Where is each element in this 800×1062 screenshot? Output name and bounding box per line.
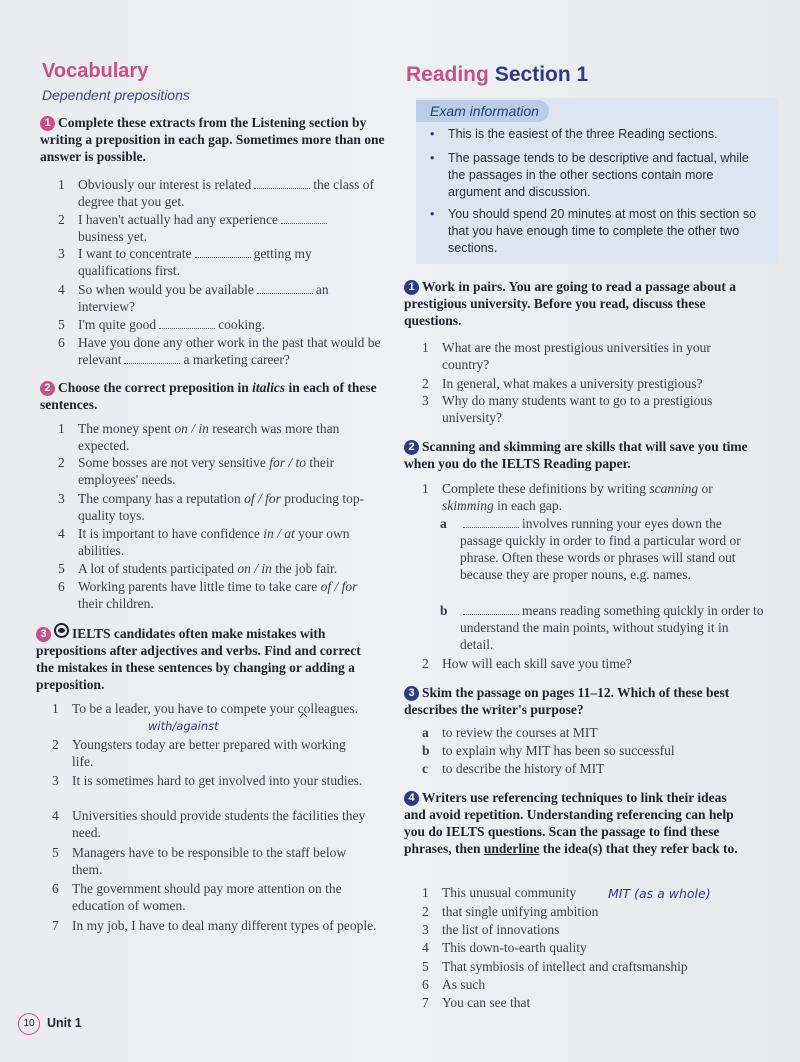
caret-mark: ^ xyxy=(298,712,309,727)
reading-heading: Reading Section 1 xyxy=(406,63,589,86)
exam-info-bullet: • The passage tends to be descriptive and factual, while the passages in the other sections contain more argument and discussion. xyxy=(430,151,749,199)
handwritten-answer: MIT (as a whole) xyxy=(608,886,711,901)
list-item: 3 Why do many students want to go to a prestigious university? xyxy=(422,393,713,425)
exercise-number: 1 xyxy=(40,116,55,131)
list-item: 1 This unusual community xyxy=(422,885,577,900)
list-item: 1 What are the most prestigious universities in your country? xyxy=(422,340,711,372)
vocabulary-subheading: Dependent prepositions xyxy=(42,87,190,103)
list-item: 2 In general, what makes a university prestigious? xyxy=(422,376,703,391)
exam-info-bullet: • This is the easiest of the three Reading sections. xyxy=(430,127,718,141)
list-item: 4 This down-to-earth quality xyxy=(422,940,587,955)
list-item: 6 Working parents have little time to take care of / for their children. xyxy=(58,579,358,611)
answer-gap[interactable] xyxy=(195,248,251,258)
vocab-ex3-instruction: 3 IELTS candidates often make mistakes with prepositions after adjectives and verbs. Find and correct the mistakes in these sentences by changing or adding a preposition. xyxy=(36,623,381,693)
vocab-ex2-instruction: 2 Choose the correct preposition in italics in each of these sentences. xyxy=(40,380,377,412)
option-item[interactable]: c to describe the history of MIT xyxy=(422,761,605,776)
exercise-number: 3 xyxy=(404,686,419,701)
unit-label: Unit 1 xyxy=(47,1016,82,1030)
exercise-number: 4 xyxy=(404,791,419,806)
exercise-number: 2 xyxy=(40,381,55,396)
reading-ex4-instruction: 4 Writers use referencing techniques to link their ideas and avoid repetition. Understanding referencing can help you do IELTS questions. Scan the passage to find these phrases, then underline the idea(s) that they refer back to. xyxy=(404,790,738,856)
list-item: 2 Youngsters today are better prepared with working life. xyxy=(52,737,346,769)
preposition-choice[interactable]: of / for xyxy=(244,491,281,506)
answer-gap[interactable] xyxy=(124,354,180,364)
preposition-choice[interactable]: for / to xyxy=(269,455,306,470)
list-item: 2 Some bosses are not very sensitive for / to their employees' needs. xyxy=(58,455,335,487)
list-item: 2 that single unifying ambition xyxy=(422,904,599,919)
list-item: 3 I want to concentrate getting my qualifications first. xyxy=(58,246,312,278)
exercise-number: 2 xyxy=(404,440,419,455)
list-item: 6 The government should pay more attention on the education of women. xyxy=(52,881,342,913)
list-item: 2 How will each skill save you time? xyxy=(422,656,632,671)
bullet-icon: • xyxy=(430,207,435,221)
page-number: 10 xyxy=(18,1013,40,1035)
answer-gap[interactable] xyxy=(254,179,310,189)
definition-b: b means reading something quickly in order to understand the main points, without studying it in detail. xyxy=(440,603,764,652)
answer-gap[interactable] xyxy=(159,319,215,329)
list-item: 1 To be a leader, you have to compete your colleagues. xyxy=(52,701,359,716)
answer-gap[interactable] xyxy=(463,605,519,615)
handwritten-correction: with/against xyxy=(148,719,219,733)
list-item: 3 The company has a reputation of / for producing top-quality toys. xyxy=(58,491,365,523)
list-item: 7 You can see that xyxy=(422,995,531,1010)
answer-gap[interactable] xyxy=(463,518,519,528)
list-item: 1 Obviously our interest is related the class of degree that you get. xyxy=(58,177,374,209)
eye-icon xyxy=(54,623,69,638)
list-item: 5 That symbiosis of intellect and craftsmanship xyxy=(422,959,688,974)
answer-gap[interactable] xyxy=(257,284,313,294)
preposition-choice[interactable]: on / in xyxy=(237,561,272,576)
bullet-icon: • xyxy=(430,151,435,165)
exercise-number: 3 xyxy=(36,627,51,642)
vocab-ex1-instruction: 1 Complete these extracts from the Listening section by writing a preposition in each gap. Sometimes more than one answer is possible. xyxy=(40,115,385,164)
list-item: 5 Managers have to be responsible to the staff below them. xyxy=(52,845,347,877)
bullet-icon: • xyxy=(430,127,435,141)
preposition-choice[interactable]: on / in xyxy=(174,421,209,436)
reading-ex1-instruction: 1 Work in pairs. You are going to read a passage about a prestigious university. Before you read, discuss these questions. xyxy=(404,279,737,328)
exam-information-label: Exam information xyxy=(416,100,549,122)
list-item: 3 It is sometimes hard to get involved into your studies. xyxy=(52,773,363,788)
exam-info-bullet: • You should spend 20 minutes at most on this section so that you have enough time to complete the other two sections. xyxy=(430,207,757,255)
exercise-number: 1 xyxy=(404,280,419,295)
list-item: 7 In my job, I have to deal many different types of people. xyxy=(52,918,377,933)
list-item: 4 It is important to have confidence in / at your own abilities. xyxy=(58,526,350,558)
list-item: 4 Universities should provide students the facilities they need. xyxy=(52,808,366,840)
list-item: 5 I'm quite good cooking. xyxy=(58,317,266,332)
reading-ex3-instruction: 3 Skim the passage on pages 11–12. Which of these best describes the writer's purpose? xyxy=(404,685,730,717)
section-heading: Section 1 xyxy=(494,63,589,86)
reading-ex2-instruction: 2 Scanning and skimming are skills that will save you time when you do the IELTS Reading paper. xyxy=(404,439,748,471)
option-item[interactable]: a to review the courses at MIT xyxy=(422,725,598,740)
list-item: 6 As such xyxy=(422,977,486,992)
definition-a: a involves running your eyes down the passage quickly in order to find a particular word or phrase. Often these words or phrases will stand out because they are proper nouns, e.g. names. xyxy=(440,516,741,582)
list-item: 6 Have you done any other work in the past that would be relevant a marketing career? xyxy=(58,335,381,367)
list-item: 2 I haven't actually had any experiencebusiness yet. xyxy=(58,211,368,245)
list-item: 5 A lot of students participated on / in the job fair. xyxy=(58,561,338,576)
list-item: 1 The money spent on / in research was more than expected. xyxy=(58,421,340,453)
list-item: 1 Complete these definitions by writing scanning or skimming in each gap. xyxy=(422,481,713,513)
preposition-choice[interactable]: of / for xyxy=(320,579,358,594)
answer-gap[interactable] xyxy=(281,214,327,224)
vocabulary-heading: Vocabulary xyxy=(42,60,149,82)
list-item: 3 the list of innovations xyxy=(422,922,560,937)
preposition-choice[interactable]: in / at xyxy=(263,526,295,541)
list-item: 4 So when would you be available an interview? xyxy=(58,282,329,314)
option-item[interactable]: b to explain why MIT has been so successful xyxy=(422,743,675,758)
